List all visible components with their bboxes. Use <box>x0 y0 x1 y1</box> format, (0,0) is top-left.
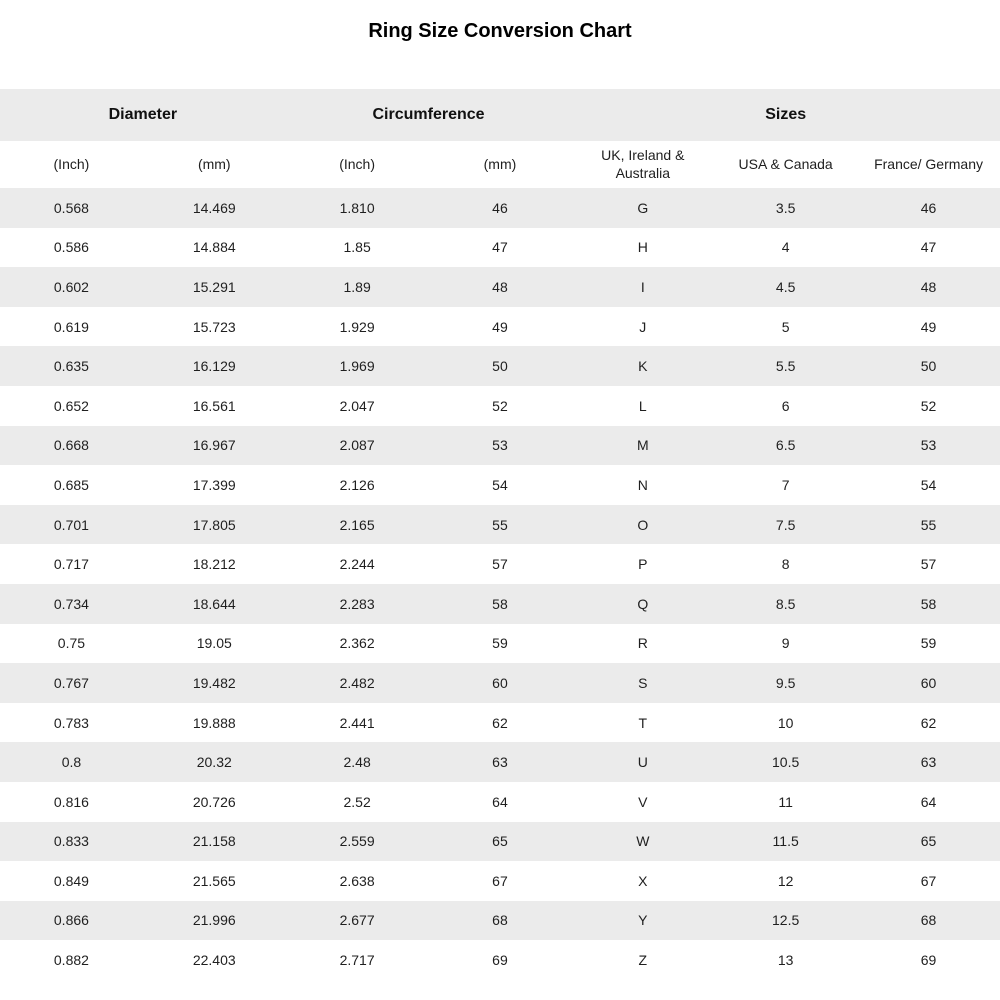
table-cell: U <box>637 754 648 771</box>
table-row <box>0 901 1000 941</box>
table-cell: 7.5 <box>775 516 796 533</box>
table-cell: 0.568 <box>53 199 89 216</box>
table-cell: H <box>637 239 648 256</box>
table-cell: X <box>638 872 648 889</box>
column-header: (mm) <box>429 141 572 188</box>
table-cell: 47 <box>492 239 508 256</box>
table-cell: 2.244 <box>339 556 375 573</box>
table-cell: 69 <box>492 952 508 969</box>
table-row <box>0 386 1000 426</box>
table-cell: 1.85 <box>343 239 371 256</box>
table-cell: L <box>638 397 647 414</box>
ring-size-conversion-table <box>0 89 1000 980</box>
table-cell: 57 <box>920 556 937 573</box>
table-cell: 14.469 <box>192 199 236 216</box>
table-cell: 59 <box>492 635 508 652</box>
table-cell: 13 <box>777 952 794 969</box>
table-cell: 22.403 <box>192 952 236 969</box>
table-cell: R <box>637 635 648 652</box>
table-cell: 0.833 <box>53 833 89 850</box>
table-cell: 2.087 <box>339 437 375 454</box>
table-cell: 15.723 <box>192 318 236 335</box>
table-cell: 55 <box>920 516 937 533</box>
table-row <box>0 346 1000 386</box>
table-row <box>0 782 1000 822</box>
table-body <box>0 188 1000 980</box>
table-cell: Y <box>638 912 648 929</box>
table-cell: 69 <box>920 952 937 969</box>
table-cell: 0.849 <box>53 872 89 889</box>
table-cell: 0.602 <box>53 278 89 295</box>
table-cell: 60 <box>920 674 937 691</box>
table-cell: 2.126 <box>339 476 375 493</box>
table-cell: 21.996 <box>192 912 236 929</box>
table-cell: 16.967 <box>192 437 236 454</box>
table-cell: 17.399 <box>192 476 236 493</box>
table-cell: 2.677 <box>339 912 375 929</box>
table-cell: 9.5 <box>775 674 796 691</box>
table-cell: 0.717 <box>53 556 89 573</box>
table-cell: 2.482 <box>339 674 375 691</box>
table-cell: 52 <box>492 397 508 414</box>
table-cell: 68 <box>920 912 937 929</box>
table-cell: 47 <box>920 239 937 256</box>
table-cell: 62 <box>920 714 937 731</box>
table-cell: 68 <box>492 912 508 929</box>
table-cell: 2.165 <box>339 516 375 533</box>
table-row <box>0 861 1000 901</box>
column-header: (Inch) <box>0 141 143 188</box>
table-cell: 16.561 <box>192 397 236 414</box>
table-cell: 0.866 <box>53 912 89 929</box>
table-cell: 6 <box>781 397 790 414</box>
table-cell: 2.441 <box>339 714 375 731</box>
table-header <box>0 89 1000 188</box>
table-cell: 11.5 <box>772 833 799 850</box>
table-cell: 21.158 <box>192 833 236 850</box>
table-cell: 0.685 <box>53 476 89 493</box>
table-cell: 12.5 <box>772 912 800 929</box>
table-row <box>0 624 1000 664</box>
table-cell: 19.482 <box>192 674 236 691</box>
table-row <box>0 267 1000 307</box>
column-header: France/ Germany <box>857 141 1000 188</box>
table-cell: O <box>637 516 649 533</box>
table-cell: 0.668 <box>53 437 89 454</box>
table-cell: Z <box>638 952 648 969</box>
table-cell: 64 <box>920 793 937 810</box>
table-cell: 0.652 <box>53 397 89 414</box>
group-header-circumference: Circumference <box>286 89 572 141</box>
table-cell: 58 <box>920 595 937 612</box>
table-row <box>0 703 1000 743</box>
table-cell: 52 <box>920 397 937 414</box>
table-cell: 12 <box>777 872 794 889</box>
column-header: UK, Ireland & Australia <box>571 141 714 188</box>
table-cell: G <box>637 199 649 216</box>
table-row <box>0 940 1000 980</box>
table-cell: S <box>638 674 648 691</box>
table-cell: 4.5 <box>775 278 796 295</box>
table-row <box>0 505 1000 545</box>
column-header: (mm) <box>143 141 286 188</box>
table-cell: 0.619 <box>53 318 89 335</box>
table-cell: 2.717 <box>339 952 375 969</box>
group-header-row <box>0 89 1000 141</box>
table-row <box>0 584 1000 624</box>
table-cell: 53 <box>492 437 508 454</box>
table-cell: 60 <box>492 674 508 691</box>
table-cell: 55 <box>492 516 508 533</box>
table-cell: 20.726 <box>192 793 236 810</box>
table-cell: 1.810 <box>339 199 375 216</box>
table-cell: 2.362 <box>339 635 375 652</box>
table-cell: 59 <box>920 635 937 652</box>
table-cell: 67 <box>492 872 508 889</box>
table-cell: 49 <box>920 318 937 335</box>
table-cell: 64 <box>492 793 508 810</box>
table-cell: 54 <box>920 476 937 493</box>
table-cell: T <box>638 714 648 731</box>
table-cell: 0.734 <box>53 595 89 612</box>
table-cell: 2.52 <box>343 793 371 810</box>
table-cell: 54 <box>492 476 508 493</box>
table-cell: 58 <box>492 595 508 612</box>
table-cell: 46 <box>492 199 508 216</box>
table-cell: 48 <box>492 278 508 295</box>
table-cell: 16.129 <box>192 358 236 375</box>
table-cell: 65 <box>920 833 937 850</box>
table-cell: 1.929 <box>339 318 375 335</box>
table-cell: I <box>640 278 645 295</box>
table-cell: K <box>638 358 648 375</box>
table-cell: 0.8 <box>61 754 82 771</box>
table-cell: 5.5 <box>775 358 796 375</box>
table-row <box>0 307 1000 347</box>
table-cell: V <box>638 793 648 810</box>
table-cell: 17.805 <box>192 516 236 533</box>
table-cell: 8.5 <box>775 595 796 612</box>
table-cell: 0.783 <box>53 714 89 731</box>
table-cell: 0.586 <box>53 239 89 256</box>
table-cell: 63 <box>492 754 508 771</box>
table-cell: Q <box>637 595 649 612</box>
group-header-sizes: Sizes <box>571 89 1000 141</box>
table-cell: 63 <box>920 754 937 771</box>
table-cell: 48 <box>920 278 937 295</box>
table-cell: 65 <box>492 833 508 850</box>
table-cell: 0.816 <box>53 793 89 810</box>
table-cell: 18.644 <box>192 595 236 612</box>
table-row <box>0 465 1000 505</box>
table-cell: 19.888 <box>192 714 236 731</box>
table-row <box>0 822 1000 862</box>
table-cell: P <box>638 556 648 573</box>
table-cell: 5 <box>781 318 790 335</box>
table-cell: 8 <box>781 556 790 573</box>
table-cell: 14.884 <box>192 239 236 256</box>
table-cell: 53 <box>920 437 937 454</box>
table-cell: 46 <box>920 199 937 216</box>
table-cell: 0.882 <box>53 952 89 969</box>
table-row <box>0 426 1000 466</box>
group-header-diameter: Diameter <box>0 89 286 141</box>
table-cell: 0.767 <box>53 674 89 691</box>
table-cell: 10.5 <box>772 754 800 771</box>
table-row <box>0 544 1000 584</box>
table-cell: 18.212 <box>192 556 236 573</box>
table-cell: 49 <box>492 318 508 335</box>
table-cell: 10 <box>777 714 794 731</box>
column-header: (Inch) <box>286 141 429 188</box>
table-cell: 0.701 <box>53 516 89 533</box>
table-cell: 1.969 <box>339 358 375 375</box>
table-cell: 0.75 <box>57 635 86 652</box>
table-cell: 2.047 <box>339 397 375 414</box>
table-cell: N <box>637 476 648 493</box>
table-cell: 19.05 <box>196 635 232 652</box>
table-cell: 62 <box>492 714 508 731</box>
table-cell: 9 <box>781 635 790 652</box>
table-cell: 2.283 <box>339 595 375 612</box>
table-row <box>0 663 1000 703</box>
table-cell: M <box>636 437 649 454</box>
column-header-row <box>0 141 1000 188</box>
table-cell: 4 <box>781 239 790 256</box>
table-cell: 2.559 <box>339 833 375 850</box>
table-cell: 1.89 <box>343 278 371 295</box>
table-cell: 2.638 <box>339 872 375 889</box>
column-header: USA & Canada <box>714 141 857 188</box>
table-cell: J <box>639 318 647 335</box>
table-cell: 6.5 <box>775 437 796 454</box>
table-row <box>0 228 1000 268</box>
table-cell: 3.5 <box>775 199 796 216</box>
page-title: Ring Size Conversion Chart <box>368 20 632 42</box>
table-cell: 50 <box>492 358 508 375</box>
table-cell: 11 <box>778 793 793 810</box>
table-cell: 20.32 <box>196 754 232 771</box>
table-cell: 21.565 <box>192 872 236 889</box>
table-cell: 7 <box>781 476 790 493</box>
table-cell: 15.291 <box>192 278 236 295</box>
table-cell: 0.635 <box>53 358 89 375</box>
table-cell: 67 <box>920 872 937 889</box>
table-row <box>0 188 1000 228</box>
table-cell: 57 <box>492 556 508 573</box>
table-cell: 2.48 <box>343 754 371 771</box>
table-row <box>0 742 1000 782</box>
table-cell: 50 <box>920 358 937 375</box>
table-cell: W <box>636 833 650 850</box>
